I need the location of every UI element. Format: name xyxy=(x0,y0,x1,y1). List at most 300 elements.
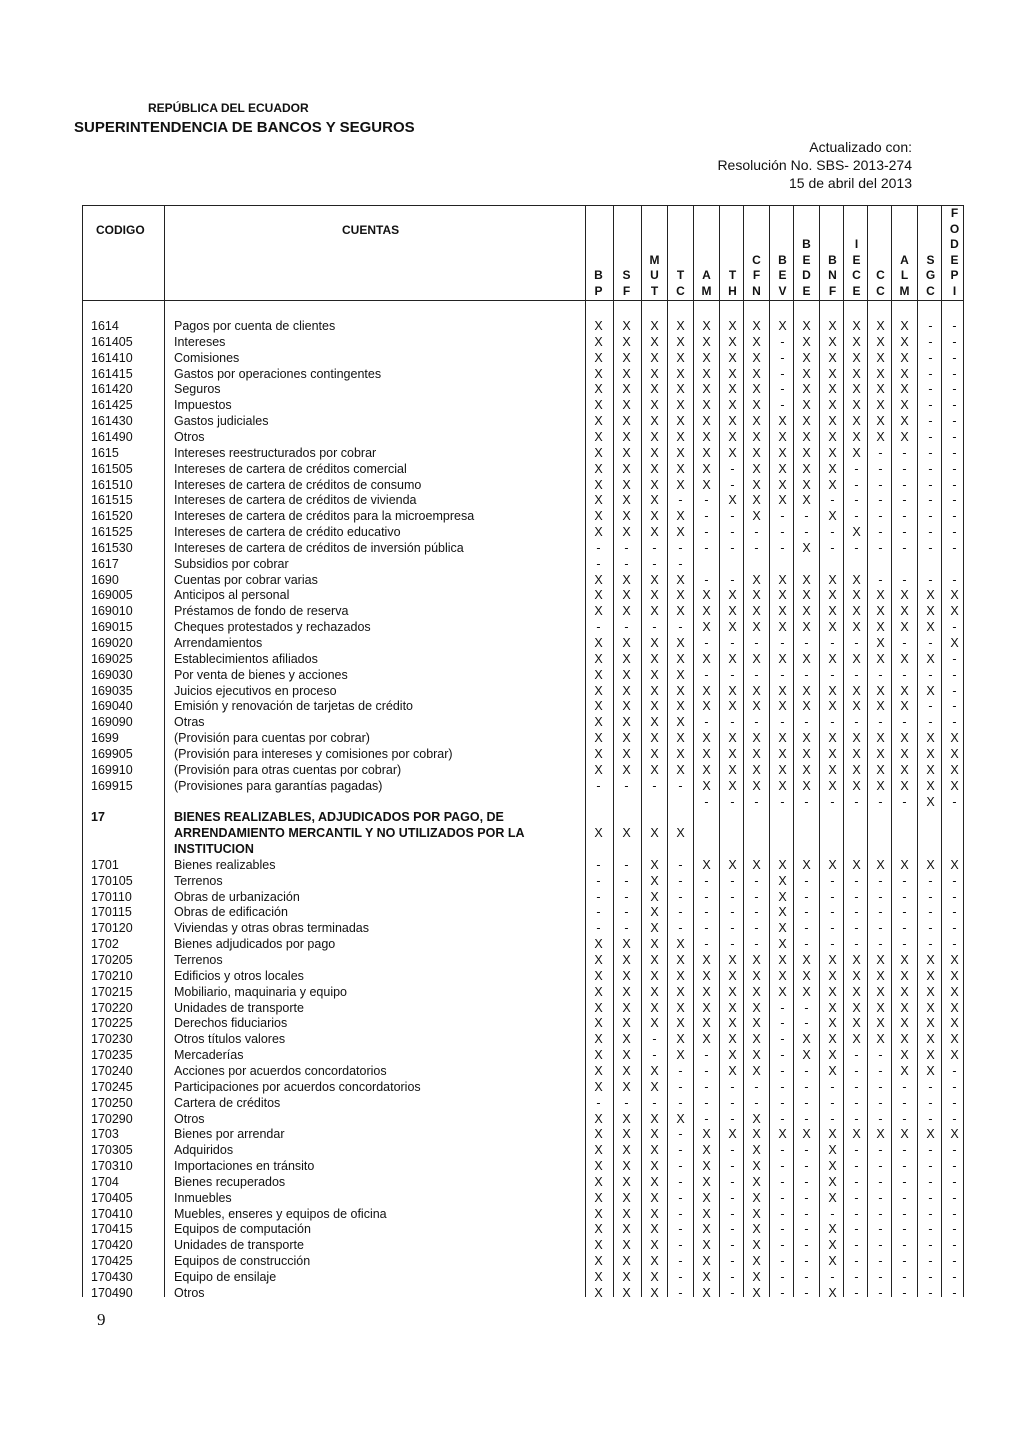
applicability-flag: X xyxy=(876,350,885,365)
applicability-flag: - xyxy=(780,1063,785,1078)
applicability-flag: - xyxy=(678,1254,683,1269)
account-name: Subsidios por cobrar xyxy=(174,556,289,571)
resolution-date: 15 de abril del 2013 xyxy=(789,175,912,191)
account-code: 1614 xyxy=(91,319,119,333)
flag-column-header-letter xyxy=(585,237,612,253)
applicability-flag: X xyxy=(802,572,811,587)
applicability-flag: X xyxy=(752,493,761,508)
flag-column-header-letter xyxy=(667,253,694,269)
table-row xyxy=(0,1126,1024,1142)
applicability-flag: X xyxy=(622,319,631,333)
flag-column-header-letter: E xyxy=(950,252,959,267)
applicability-flag: X xyxy=(594,1000,603,1015)
flag-column-header-letter: S xyxy=(622,268,631,282)
applicability-flag: - xyxy=(780,1238,785,1253)
applicability-flag: X xyxy=(900,778,909,793)
applicability-flag: - xyxy=(902,1095,907,1110)
applicability-flag: - xyxy=(952,382,957,397)
applicability-flag: X xyxy=(650,683,659,698)
applicability-flag: X xyxy=(650,525,659,540)
table-row xyxy=(0,1000,1024,1016)
applicability-flag: X xyxy=(622,1270,631,1284)
applicability-flag: - xyxy=(730,794,735,809)
applicability-flag: X xyxy=(752,651,761,666)
applicability-flag: X xyxy=(594,319,603,333)
flag-column-header-letter: O xyxy=(949,221,960,236)
applicability-flag: X xyxy=(650,746,659,761)
applicability-flag: X xyxy=(594,1079,603,1094)
applicability-flag: - xyxy=(754,525,759,540)
applicability-flag: - xyxy=(652,1048,657,1063)
applicability-flag: - xyxy=(652,556,657,571)
applicability-flag: X xyxy=(752,1143,761,1158)
applicability-flag: X xyxy=(676,953,685,967)
applicability-flag: - xyxy=(704,636,709,650)
account-code: 170215 xyxy=(91,984,133,999)
applicability-flag: X xyxy=(728,1127,737,1142)
applicability-flag: X xyxy=(622,588,631,603)
applicability-flag: - xyxy=(730,1174,735,1189)
applicability-flag: - xyxy=(902,572,907,587)
account-name: Bienes adjudicados por pago xyxy=(174,937,336,952)
account-code: 170490 xyxy=(91,1285,133,1300)
flag-column-header-letter: F xyxy=(622,283,631,298)
applicability-flag: - xyxy=(952,905,957,920)
applicability-flag: X xyxy=(828,1254,837,1269)
flag-column-header-letter: M xyxy=(899,283,910,298)
applicability-flag: X xyxy=(852,731,861,746)
applicability-flag: - xyxy=(928,477,933,492)
applicability-flag: X xyxy=(828,1222,837,1237)
applicability-flag: X xyxy=(594,493,603,508)
account-name: Mercaderías xyxy=(174,1048,244,1063)
account-name: Préstamos de fondo de reserva xyxy=(174,604,349,619)
applicability-flag: - xyxy=(902,1174,907,1189)
applicability-flag: X xyxy=(650,1063,659,1078)
flag-column-header-letter: B xyxy=(802,237,811,251)
applicability-flag: X xyxy=(702,968,711,983)
applicability-flag: X xyxy=(594,683,603,698)
table-row xyxy=(0,619,1024,635)
applicability-flag: X xyxy=(828,445,837,460)
applicability-flag: - xyxy=(952,683,957,698)
flag-column-header-letter: H xyxy=(728,283,737,298)
applicability-flag: - xyxy=(830,873,835,888)
applicability-flag: - xyxy=(704,572,709,587)
applicability-flag: - xyxy=(952,1063,957,1078)
applicability-flag: - xyxy=(780,540,785,555)
applicability-flag: - xyxy=(704,540,709,555)
table-row xyxy=(0,1158,1024,1174)
applicability-flag: X xyxy=(702,1222,711,1237)
applicability-flag: X xyxy=(594,746,603,761)
applicability-flag: X xyxy=(702,731,711,746)
applicability-flag: X xyxy=(702,477,711,492)
account-name: Otros títulos valores xyxy=(174,1032,286,1047)
applicability-flag: X xyxy=(778,937,787,952)
applicability-flag: - xyxy=(928,493,933,508)
applicability-flag: - xyxy=(678,1174,683,1189)
applicability-flag: X xyxy=(802,604,811,619)
applicability-flag: - xyxy=(704,1095,709,1110)
applicability-flag: X xyxy=(876,398,885,413)
applicability-flag: X xyxy=(802,540,811,555)
applicability-flag: X xyxy=(676,699,685,714)
applicability-flag: X xyxy=(828,319,837,333)
applicability-flag: - xyxy=(780,1032,785,1047)
applicability-flag: X xyxy=(900,604,909,619)
applicability-flag: - xyxy=(652,1032,657,1047)
applicability-flag: - xyxy=(902,461,907,476)
applicability-flag: - xyxy=(952,350,957,365)
applicability-flag: - xyxy=(902,636,907,650)
applicability-flag: - xyxy=(830,1206,835,1221)
applicability-flag: X xyxy=(950,953,959,967)
applicability-flag: - xyxy=(730,1095,735,1110)
applicability-flag: - xyxy=(678,778,683,793)
applicability-flag: - xyxy=(952,1285,957,1300)
flag-column-header-letter: E xyxy=(802,283,811,298)
account-code: 170310 xyxy=(91,1159,133,1174)
applicability-flag: X xyxy=(900,1048,909,1063)
table-row xyxy=(0,746,1024,762)
applicability-flag: X xyxy=(852,604,861,619)
applicability-flag: X xyxy=(778,572,787,587)
applicability-flag: - xyxy=(854,1270,859,1284)
applicability-flag: - xyxy=(804,873,809,888)
applicability-flag: - xyxy=(730,921,735,936)
applicability-flag: X xyxy=(876,1016,885,1031)
applicability-flag: - xyxy=(730,1206,735,1221)
applicability-flag: - xyxy=(928,445,933,460)
table-row xyxy=(0,350,1024,366)
applicability-flag: - xyxy=(952,620,957,635)
applicability-flag: - xyxy=(754,667,759,682)
table-row xyxy=(0,778,1024,794)
applicability-flag: - xyxy=(928,1285,933,1300)
applicability-flag: X xyxy=(828,350,837,365)
applicability-flag: X xyxy=(778,461,787,476)
applicability-flag: - xyxy=(678,889,683,904)
applicability-flag: X xyxy=(728,1016,737,1031)
applicability-flag: X xyxy=(802,414,811,429)
applicability-flag: X xyxy=(876,414,885,429)
applicability-flag: X xyxy=(594,826,603,841)
applicability-flag: X xyxy=(728,414,737,429)
applicability-flag: X xyxy=(622,604,631,619)
applicability-flag: X xyxy=(876,953,885,967)
applicability-flag: X xyxy=(622,1127,631,1142)
applicability-flag: - xyxy=(780,636,785,650)
applicability-flag: X xyxy=(950,762,959,777)
applicability-flag: X xyxy=(828,414,837,429)
applicability-flag: - xyxy=(928,509,933,524)
account-name: Gastos judiciales xyxy=(174,414,269,429)
applicability-flag: - xyxy=(902,1111,907,1126)
applicability-flag: X xyxy=(950,1032,959,1047)
applicability-flag: X xyxy=(622,699,631,714)
applicability-flag: X xyxy=(926,1048,935,1063)
flag-column-header xyxy=(641,222,668,300)
applicability-flag: X xyxy=(702,1254,711,1269)
applicability-flag: - xyxy=(928,1254,933,1269)
applicability-flag: X xyxy=(622,1190,631,1205)
applicability-flag: X xyxy=(650,398,659,413)
flag-column-header-letter: B xyxy=(594,268,603,282)
applicability-flag: X xyxy=(594,1174,603,1189)
applicability-flag: - xyxy=(952,1143,957,1158)
applicability-flag: - xyxy=(854,1063,859,1078)
applicability-flag: - xyxy=(596,1095,601,1110)
applicability-flag: X xyxy=(802,588,811,603)
applicability-flag: X xyxy=(650,636,659,650)
applicability-flag: X xyxy=(752,857,761,872)
flag-column-header-letter: C xyxy=(876,268,885,282)
applicability-flag: X xyxy=(676,1016,685,1031)
applicability-flag: X xyxy=(752,778,761,793)
applicability-flag: - xyxy=(878,477,883,492)
account-code: 1704 xyxy=(91,1174,119,1189)
account-name: BIENES REALIZABLES, ADJUDICADOS POR PAGO, DE xyxy=(174,810,504,825)
applicability-flag: - xyxy=(952,429,957,444)
applicability-flag: X xyxy=(594,382,603,397)
account-code: 170110 xyxy=(91,889,132,904)
account-code: 170225 xyxy=(91,1016,133,1031)
applicability-flag: - xyxy=(596,620,601,635)
applicability-flag: X xyxy=(752,366,761,381)
applicability-flag: - xyxy=(830,1111,835,1126)
table-row xyxy=(0,809,1024,825)
account-code: 170230 xyxy=(91,1032,133,1047)
applicability-flag: X xyxy=(752,1127,761,1142)
flag-column-header-letter xyxy=(917,222,944,238)
applicability-flag: X xyxy=(752,414,761,429)
account-code: 169005 xyxy=(91,588,133,603)
applicability-flag: X xyxy=(950,1016,959,1031)
applicability-flag: X xyxy=(702,651,711,666)
applicability-flag: X xyxy=(778,604,787,619)
flag-column-header-letter: F xyxy=(752,268,761,282)
applicability-flag: X xyxy=(852,953,861,967)
flag-column-header-letter: N xyxy=(752,283,761,298)
applicability-flag: - xyxy=(952,1095,957,1110)
applicability-flag: - xyxy=(928,1206,933,1221)
applicability-flag: - xyxy=(678,1206,683,1221)
account-code: 170105 xyxy=(91,873,133,888)
applicability-flag: X xyxy=(828,1000,837,1015)
account-name: Otros xyxy=(174,429,205,444)
applicability-flag: - xyxy=(730,937,735,952)
applicability-flag: X xyxy=(828,953,837,967)
applicability-flag: X xyxy=(650,1190,659,1205)
applicability-flag: - xyxy=(704,1063,709,1078)
applicability-flag: - xyxy=(928,572,933,587)
applicability-flag: X xyxy=(900,350,909,365)
applicability-flag: - xyxy=(678,1270,683,1284)
applicability-flag: X xyxy=(728,746,737,761)
account-code: 161420 xyxy=(91,382,133,397)
account-code: 169910 xyxy=(91,762,133,777)
applicability-flag: X xyxy=(752,1190,761,1205)
account-code: 169915 xyxy=(91,778,133,793)
applicability-flag: - xyxy=(730,525,735,540)
applicability-flag: X xyxy=(702,429,711,444)
applicability-flag: X xyxy=(650,604,659,619)
applicability-flag: X xyxy=(702,1143,711,1158)
flag-column-header-letter: S xyxy=(926,252,935,267)
applicability-flag: - xyxy=(878,1174,883,1189)
applicability-flag: - xyxy=(952,794,957,809)
applicability-flag: - xyxy=(952,366,957,381)
applicability-flag: - xyxy=(952,1254,957,1269)
applicability-flag: X xyxy=(622,1222,631,1237)
account-code: 170430 xyxy=(91,1270,133,1284)
flag-column-header xyxy=(693,222,720,300)
flag-column-header-letter xyxy=(743,237,770,253)
applicability-flag: X xyxy=(876,968,885,983)
applicability-flag: X xyxy=(900,382,909,397)
applicability-flag: - xyxy=(952,398,957,413)
applicability-flag: X xyxy=(594,937,603,952)
applicability-flag: X xyxy=(828,651,837,666)
account-name: Anticipos al personal xyxy=(174,588,290,603)
applicability-flag: X xyxy=(676,604,685,619)
applicability-flag: X xyxy=(650,414,659,429)
flag-column-header-letter xyxy=(641,237,668,253)
applicability-flag: - xyxy=(928,398,933,413)
flag-column-header-letter: V xyxy=(778,283,787,298)
applicability-flag: X xyxy=(950,1127,959,1142)
applicability-flag: X xyxy=(676,319,685,333)
applicability-flag: - xyxy=(804,715,809,730)
flag-column-header-letter xyxy=(867,222,894,238)
applicability-flag: X xyxy=(622,382,631,397)
applicability-flag: X xyxy=(728,604,737,619)
applicability-flag: X xyxy=(622,1032,631,1047)
applicability-flag: - xyxy=(678,921,683,936)
applicability-flag: - xyxy=(902,794,907,809)
applicability-flag: X xyxy=(828,1016,837,1031)
applicability-flag: - xyxy=(624,1095,629,1110)
applicability-flag: X xyxy=(828,746,837,761)
applicability-flag: X xyxy=(650,667,659,682)
applicability-flag: X xyxy=(802,429,811,444)
account-name: Obras de edificación xyxy=(174,905,288,920)
applicability-flag: X xyxy=(650,382,659,397)
applicability-flag: X xyxy=(594,429,603,444)
applicability-flag: X xyxy=(900,762,909,777)
flag-column-header-letter xyxy=(793,222,820,238)
applicability-flag: X xyxy=(900,1016,909,1031)
applicability-flag: X xyxy=(728,762,737,777)
applicability-flag: - xyxy=(928,382,933,397)
applicability-flag: X xyxy=(752,429,761,444)
applicability-flag: X xyxy=(728,382,737,397)
applicability-flag: X xyxy=(752,445,761,460)
account-code: 170250 xyxy=(91,1095,133,1110)
applicability-flag: - xyxy=(902,1206,907,1221)
applicability-flag: X xyxy=(752,620,761,635)
applicability-flag: X xyxy=(702,604,711,619)
applicability-flag: - xyxy=(928,429,933,444)
applicability-flag: X xyxy=(778,746,787,761)
applicability-flag: X xyxy=(950,984,959,999)
applicability-flag: X xyxy=(594,350,603,365)
applicability-flag: - xyxy=(902,905,907,920)
applicability-flag: X xyxy=(900,857,909,872)
account-name: (Provisión para intereses y comisiones por cobrar) xyxy=(174,746,453,761)
applicability-flag: X xyxy=(702,953,711,967)
flag-column-header xyxy=(941,206,968,299)
account-code: 170220 xyxy=(91,1000,133,1015)
table-row xyxy=(0,477,1024,493)
applicability-flag: - xyxy=(878,1206,883,1221)
table-row xyxy=(0,1031,1024,1047)
applicability-flag: X xyxy=(622,445,631,460)
applicability-flag: X xyxy=(752,1016,761,1031)
applicability-flag: X xyxy=(876,683,885,698)
applicability-flag: X xyxy=(828,683,837,698)
applicability-flag: X xyxy=(650,1174,659,1189)
applicability-flag: X xyxy=(752,762,761,777)
account-name: Intereses de cartera de créditos de consumo xyxy=(174,477,422,492)
applicability-flag: - xyxy=(902,937,907,952)
applicability-flag: - xyxy=(652,540,657,555)
applicability-flag: X xyxy=(650,699,659,714)
applicability-flag: X xyxy=(622,1079,631,1094)
flag-column-header-letter xyxy=(693,237,720,253)
account-code: 170120 xyxy=(91,921,133,936)
flag-column-header-letter: P xyxy=(594,283,603,298)
account-name: Edificios y otros locales xyxy=(174,968,304,983)
applicability-flag: - xyxy=(878,572,883,587)
applicability-flag: - xyxy=(804,1238,809,1253)
applicability-flag: X xyxy=(676,937,685,952)
table-row xyxy=(0,603,1024,619)
applicability-flag: X xyxy=(852,984,861,999)
applicability-flag: X xyxy=(900,334,909,349)
applicability-flag: X xyxy=(728,1063,737,1078)
applicability-flag: - xyxy=(902,889,907,904)
applicability-flag: X xyxy=(702,1270,711,1284)
applicability-flag: X xyxy=(676,636,685,650)
applicability-flag: X xyxy=(752,699,761,714)
applicability-flag: X xyxy=(676,588,685,603)
applicability-flag: X xyxy=(622,953,631,967)
applicability-flag: X xyxy=(650,826,659,841)
applicability-flag: X xyxy=(778,984,787,999)
applicability-flag: X xyxy=(926,620,935,635)
applicability-flag: X xyxy=(650,1016,659,1031)
applicability-flag: - xyxy=(854,1238,859,1253)
account-code: 169030 xyxy=(91,667,133,682)
account-name: Establecimientos afiliados xyxy=(174,651,318,666)
applicability-flag: X xyxy=(778,873,787,888)
applicability-flag: - xyxy=(704,1079,709,1094)
applicability-flag: X xyxy=(702,382,711,397)
account-name: Mobiliario, maquinaria y equipo xyxy=(174,984,348,999)
applicability-flag: X xyxy=(650,968,659,983)
applicability-flag: - xyxy=(878,1238,883,1253)
applicability-flag: X xyxy=(728,953,737,967)
applicability-flag: X xyxy=(702,445,711,460)
account-name: (Provisiones para garantías pagadas) xyxy=(174,778,383,793)
applicability-flag: X xyxy=(622,350,631,365)
applicability-flag: - xyxy=(878,1270,883,1284)
applicability-flag: - xyxy=(878,525,883,540)
applicability-flag: - xyxy=(928,873,933,888)
applicability-flag: - xyxy=(928,699,933,714)
